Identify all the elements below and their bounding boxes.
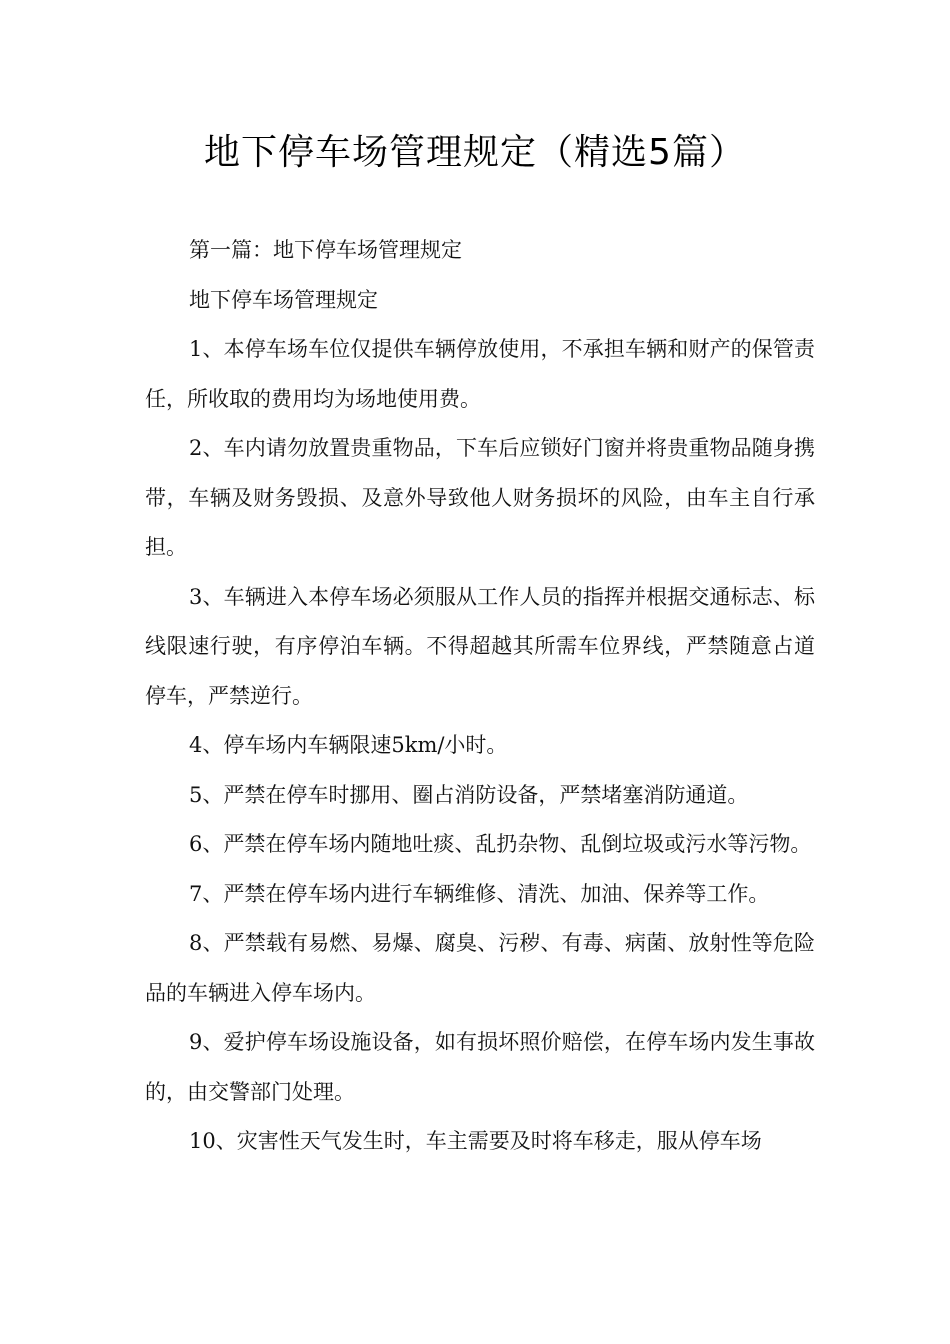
paragraph-rule-5: 5、严禁在停车时挪用、圈占消防设备，严禁堵塞消防通道。: [189, 782, 749, 807]
paragraph-rule-2: 2、车内请勿放置贵重物品，下车后应锁好门窗并将贵重物品随身携带，车辆及财务毁损、及意外导致他人财务损坏的风险，由车主自行承担。: [145, 436, 815, 559]
paragraph-rule-4: 4、停车场内车辆限速5km/小时。: [189, 733, 508, 757]
paragraph-rule-3: 3、车辆进入本停车场必须服从工作人员的指挥并根据交通标志、标线限速行驶，有序停泊车辆。不得超越其所需车位界线，严禁随意占道停车，严禁逆行。: [145, 584, 815, 708]
paragraph-rule-9: 9、爱护停车场设施设备，如有损坏照价赔偿，在停车场内发生事故的，由交警部门处理。: [145, 1030, 815, 1104]
paragraph-rule-6: 6、严禁在停车场内随地吐痰、乱扔杂物、乱倒垃圾或污水等污物。: [189, 832, 812, 856]
paragraph-rule-10: 10、灾害性天气发生时，车主需要及时将车移走，服从停车场: [189, 1129, 762, 1153]
paragraph-rule-7: 7、严禁在停车场内进行车辆维修、清洗、加油、保养等工作。: [189, 881, 770, 906]
document-title: 地下停车场管理规定（精选5篇）: [204, 132, 746, 173]
paragraph-subtitle: 地下停车场管理规定: [189, 287, 378, 312]
paragraph-rule-1: 1、本停车场车位仅提供车辆停放使用，不承担车辆和财产的保管责任，所收取的费用均为场地使用费。: [145, 337, 815, 411]
paragraph-rule-8: 8、严禁载有易燃、易爆、腐臭、污秽、有毒、病菌、放射性等危险品的车辆进入停车场内。: [145, 931, 815, 1005]
document-body: [145, 226, 815, 1167]
paragraph-part-heading: 第一篇：地下停车场管理规定: [189, 238, 462, 262]
